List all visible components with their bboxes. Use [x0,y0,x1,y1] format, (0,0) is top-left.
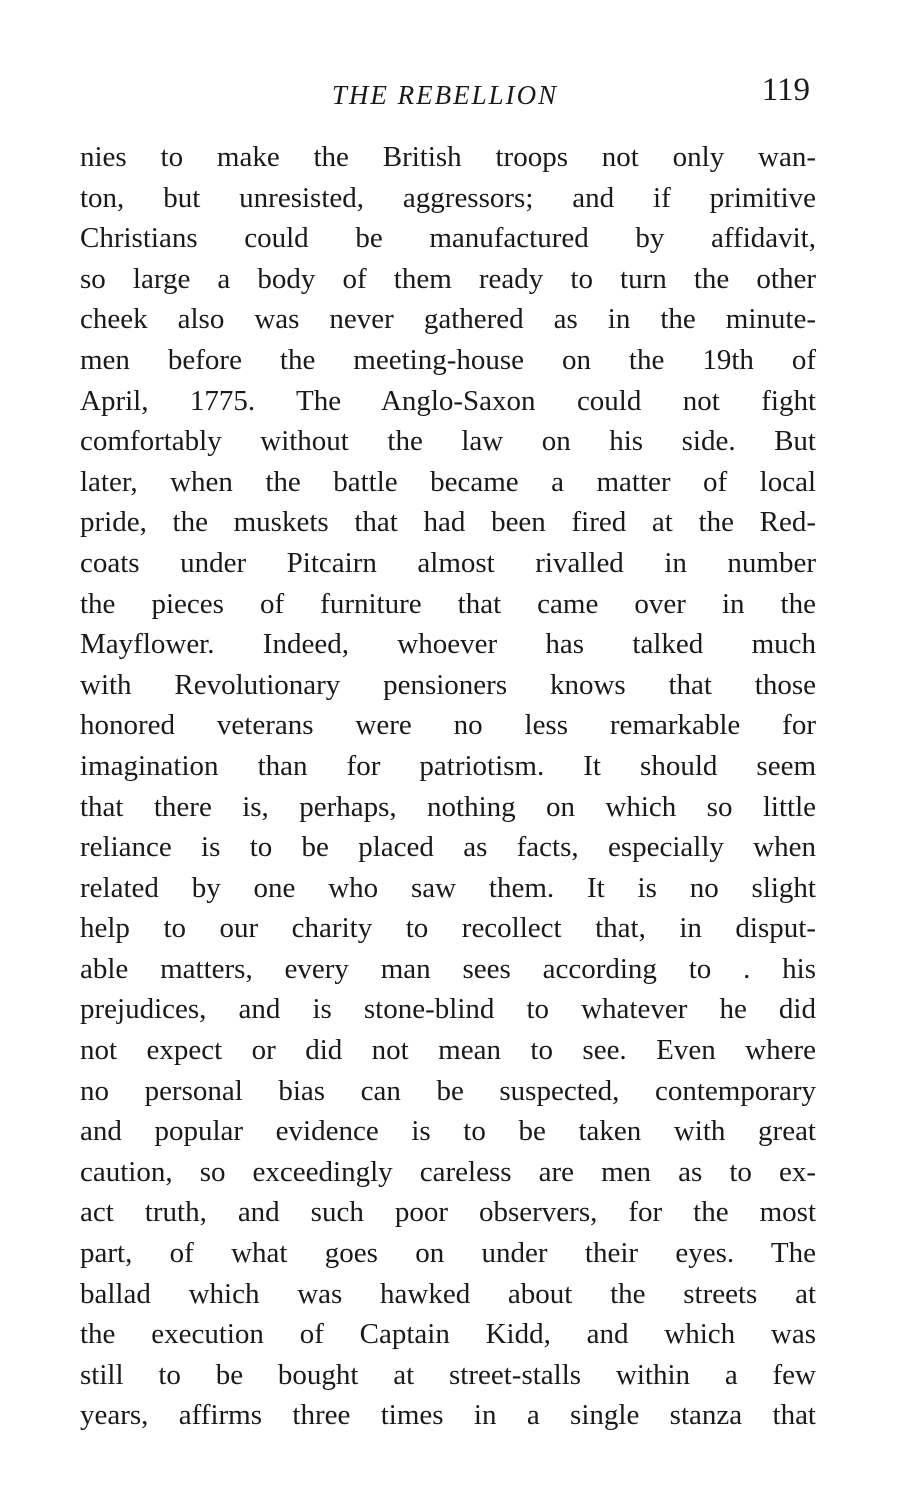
text-line: comfortably without the law on his side. But [80,425,816,458]
text-line: act truth, and such poor observers, for the most [80,1196,816,1229]
text-line: the execution of Captain Kidd, and which was [80,1318,816,1351]
text-line: nies to make the British troops not only wan- [80,141,816,173]
text-line: with Revolutionary pensioners knows that those [80,668,816,701]
text-line: able matters, every man sees according to . his [80,952,816,985]
text-line: the pieces of furniture that came over in the [80,587,816,620]
text-line: ton, but unresisted, aggressors; and if primitive [80,181,816,214]
text-line: April, 1775. The Anglo-Saxon could not fight [80,384,816,417]
text-line: related by one who saw them. It is no slight [80,871,816,904]
body-text [80,137,816,1436]
text-line: still to be bought at street-stalls within a few [80,1358,816,1391]
text-line: help to our charity to recollect that, in disput- [80,912,816,945]
text-line: imagination than for patriotism. It should seem [80,749,816,782]
text-line: that there is, perhaps, nothing on which so little [80,790,816,823]
text-line: not expect or did not mean to see. Even where [80,1034,816,1067]
text-line: Christians could be manufactured by affidavit, [80,222,816,255]
text-line: honored veterans were no less remarkable for [80,709,816,742]
running-head [80,72,810,116]
text-line: ballad which was hawked about the streets at [80,1277,816,1310]
text-line: so large a body of them ready to turn the other [80,262,816,295]
text-line: and popular evidence is to be taken with great [80,1115,816,1148]
text-line: men before the meeting-house on the 19th of [80,343,816,376]
text-line: pride, the muskets that had been fired at the Red- [80,506,816,539]
text-line: no personal bias can be suspected, contemporary [80,1074,816,1107]
running-title: THE REBELLION [331,80,559,110]
text-line: part, of what goes on under their eyes. The [80,1237,816,1270]
text-line: Mayflower. Indeed, whoever has talked much [80,628,816,661]
text-line: coats under Pitcairn almost rivalled in number [80,546,816,579]
text-line: cheek also was never gathered as in the minute- [80,303,816,336]
text-line: years, affirms three times in a single stanza that [80,1399,816,1432]
text-line: prejudices, and is stone-blind to whatever he did [80,993,816,1026]
text-line: caution, so exceedingly careless are men as to ex- [80,1155,816,1188]
page-number: 119 [761,72,810,108]
text-line: later, when the battle became a matter of local [80,465,816,498]
text-line: reliance is to be placed as facts, especially when [80,831,816,864]
